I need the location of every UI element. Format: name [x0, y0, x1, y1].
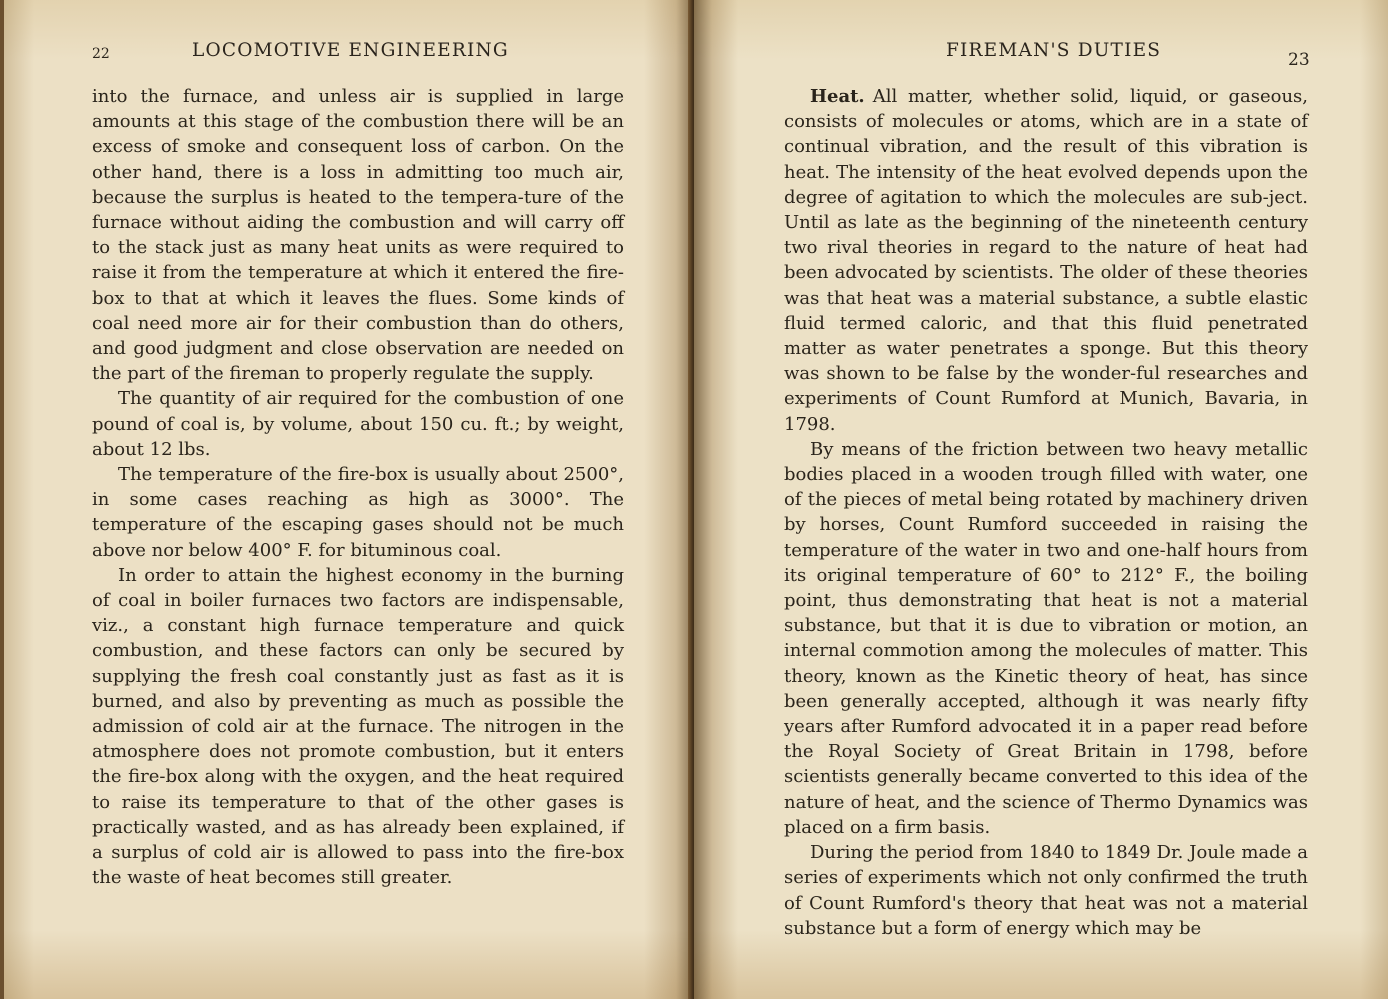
- paragraph: In order to attain the highest economy in the burning of coal in boiler furnaces two factors are indispensable, viz., a constant high furnace temperature and quick combustion, and these factors can only be secured by supplying the fresh coal constantly just as fast as it is burned, and also by preventing as much as possible the admission of cold air at the furnace. The nitrogen in the atmosphere does not promote combustion, but it enters the fire-box along with the oxygen, and the heat required to raise its temperature to that of the other gases is practically wasted, and as has already been explained, if a surplus of cold air is allowed to pass into the fire-box the waste of heat becomes still greater.: [92, 564, 624, 889]
- running-head: LOCOMOTIVE ENGINEERING: [192, 40, 509, 61]
- page-number: 23: [1288, 50, 1310, 70]
- paragraph: By means of the friction between two heavy metallic bodies placed in a wooden trough filled with water, one of the pieces of metal being rotated by machinery driven by horses, Count Rumford succeeded in raising the temperature of the water in two and one-half hours from its original temperature of 60° to 212° F., the boiling point, thus demonstrating that heat is not a material substance, but that it is due to vibration or motion, an internal commotion among the molecules of matter. This theory, known as the Kinetic theory of heat, has since been generally accepted, although it was nearly fifty years after Rumford advocated it in a paper read before the Royal Society of Great Britain in 1798, before scientists generally became converted to this idea of the nature of heat, and the science of Thermo Dynamics was placed on a firm basis.: [784, 438, 1308, 838]
- paragraph: into the furnace, and unless air is supplied in large amounts at this stage of the combustion there will be an excess of smoke and consequent loss of carbon. On the other hand, there is a loss in admitting too much air, because the surplus is heated to the tempera-ture of the furnace without aiding the combustion and will carry off to the stack just as many heat units as were required to raise it from the temperature at which it entered the fire-box to that at which it leaves the flues. Some kinds of coal need more air for their combustion than do others, and good judgment and close observation are needed on the part of the fireman to properly regulate the supply.: [92, 86, 624, 385]
- body-text: [92, 84, 624, 891]
- body-text: [784, 84, 1308, 941]
- section-heading: Heat.: [810, 86, 865, 107]
- paragraph: The quantity of air required for the combustion of one pound of coal is, by volume, about 150 cu. ft.; by weight, about 12 lbs.: [92, 388, 624, 460]
- right-page: [694, 0, 1388, 999]
- paragraph-text: All matter, whether solid, liquid, or gaseous, consists of molecules or atoms, which are in a state of continual vibration, and the result of this vibration is heat. The intensity of the heat evolved depends upon the degree of agitation to which the molecules are sub-ject. Until as late as the beginning of the nineteenth century two rival theories in regard to the nature of heat had been advocated by scientists. The older of these theories was that heat was a material substance, a subtle elastic fluid termed caloric, and that this fluid penetrated matter as water penetrates a sponge. But this theory was shown to be false by the wonder-ful researches and experiments of Count Rumford at Munich, Bavaria, in 1798.: [784, 86, 1308, 435]
- left-page: [4, 0, 694, 999]
- running-head: FIREMAN'S DUTIES: [946, 40, 1162, 61]
- paragraph: The temperature of the fire-box is usually about 2500°, in some cases reaching as high as 3000°. The temperature of the escaping gases should not be much above nor below 400° F. for bituminous coal.: [92, 464, 624, 561]
- page-number: 22: [92, 46, 110, 62]
- paragraph: During the period from 1840 to 1849 Dr. Joule made a series of experiments which not only confirmed the truth of Count Rumford's theory that heat was not a material substance but a form of energy which may be: [784, 842, 1308, 939]
- paragraph: [784, 84, 1308, 437]
